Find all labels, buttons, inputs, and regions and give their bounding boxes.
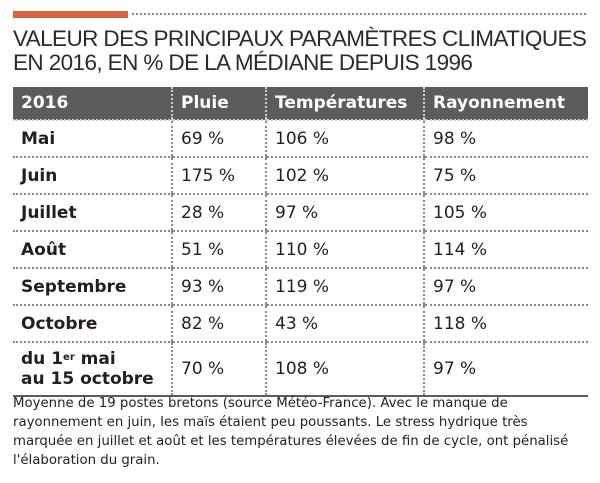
- table-row: [13, 120, 588, 157]
- cell-temperatures: 110 %: [266, 231, 424, 268]
- cell-temperatures: 108 %: [266, 342, 424, 396]
- cell-temperatures: 102 %: [266, 157, 424, 194]
- cell-rayonnement: 118 %: [424, 305, 588, 342]
- cell-rayonnement: 98 %: [424, 120, 588, 157]
- header-pluie: Pluie: [172, 87, 266, 120]
- cell-pluie: 28 %: [172, 194, 266, 231]
- cell-temperatures: 43 %: [266, 305, 424, 342]
- cell-pluie: 69 %: [172, 120, 266, 157]
- cell-temperatures: 119 %: [266, 268, 424, 305]
- cell-temperatures: 106 %: [266, 120, 424, 157]
- row-label: Octobre: [13, 305, 172, 342]
- table-header-row: [13, 87, 588, 120]
- page-title: [13, 27, 593, 75]
- summary-label-prefix: du 1: [21, 349, 64, 369]
- header-temperatures: Températures: [266, 87, 424, 120]
- cell-pluie: 70 %: [172, 342, 266, 396]
- cell-pluie: 175 %: [172, 157, 266, 194]
- cell-rayonnement: 75 %: [424, 157, 588, 194]
- row-label: Septembre: [13, 268, 172, 305]
- cell-rayonnement: 97 %: [424, 268, 588, 305]
- table-body: [13, 120, 588, 396]
- row-label: Juillet: [13, 194, 172, 231]
- header-year: 2016: [13, 87, 172, 120]
- cell-rayonnement: 105 %: [424, 194, 588, 231]
- table-row: [13, 305, 588, 342]
- header-rayonnement: Rayonnement: [424, 87, 588, 120]
- table-row-summary: [13, 342, 588, 396]
- cell-rayonnement: 97 %: [424, 342, 588, 396]
- climate-table: [13, 87, 588, 397]
- summary-label-line-2: au 15 octobre: [21, 369, 154, 389]
- table-row: [13, 194, 588, 231]
- cell-pluie: 93 %: [172, 268, 266, 305]
- cell-rayonnement: 114 %: [424, 231, 588, 268]
- table-row: [13, 157, 588, 194]
- summary-label-line-1: [21, 349, 171, 369]
- row-label: Mai: [13, 120, 172, 157]
- summary-label-sup: er: [63, 352, 75, 363]
- cell-pluie: 82 %: [172, 305, 266, 342]
- title-line-1: VALEUR DES PRINCIPAUX PARAMÈTRES CLIMATIQUES: [13, 26, 587, 51]
- row-label: Août: [13, 231, 172, 268]
- table-row: [13, 268, 588, 305]
- table-header: [13, 87, 588, 120]
- row-label-summary: [13, 342, 172, 396]
- caption: Moyenne de 19 postes bretons (source Météo-France). Avec le manque de rayonnement en juin, les maïs étaient peu poussants. Le stress hydrique très marquée en juillet et août et les températures élevées de fin de cycle, ont pénalisé l'élaboration du grain.: [13, 396, 569, 468]
- summary-label-suffix: mai: [74, 349, 116, 369]
- cell-temperatures: 97 %: [266, 194, 424, 231]
- dotted-rule: [132, 13, 586, 15]
- cell-pluie: 51 %: [172, 231, 266, 268]
- title-line-2: EN 2016, EN % DE LA MÉDIANE DEPUIS 1996: [13, 50, 473, 75]
- table-row: [13, 231, 588, 268]
- row-label: Juin: [13, 157, 172, 194]
- accent-bar: [13, 11, 128, 18]
